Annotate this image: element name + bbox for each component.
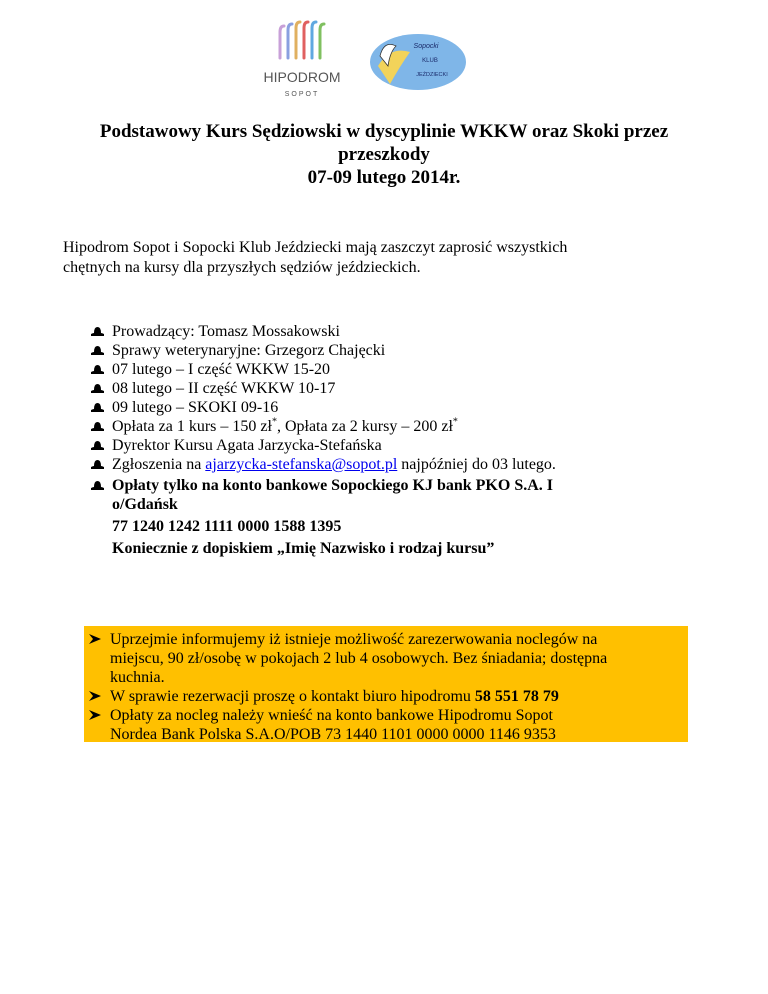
list-item — [90, 476, 730, 558]
hat-bullet-icon — [90, 459, 105, 470]
day2-text: 08 lutego – II część WKKW 10-17 — [112, 380, 336, 397]
office-phone-number: 58 551 78 79 — [474, 688, 559, 705]
klub-logo-line-2: KLUB — [422, 58, 438, 64]
notice-2-text: W sprawie rezerwacji proszę o kontakt biuro hipodromu — [110, 688, 475, 705]
course-details-list — [90, 322, 730, 558]
list-item — [84, 706, 688, 744]
fee-text-1: Opłata za 1 kurs – 150 zł — [112, 418, 272, 435]
arrow-bullet-icon — [88, 709, 102, 721]
accommodation-notice — [84, 626, 688, 742]
fee-text-2: , Opłata za 2 kursy – 200 zł — [276, 418, 453, 435]
klub-logo-graphic — [360, 26, 470, 96]
list-item — [90, 341, 730, 360]
notice-3-line-1: Opłaty za nocleg należy wnieść na konto bankowe Hipodromu Sopot — [110, 707, 553, 724]
arrow-bullet-icon — [88, 690, 102, 702]
list-item — [84, 630, 688, 687]
notice-3-line-2: Nordea Bank Polska S.A.O/POB 73 1440 1101 0000 0000 1146 9353 — [110, 726, 556, 743]
intro-line-1: Hipodrom Sopot i Sopocki Klub Jeździecki mają zaszczyt zaprosić wszystkich — [63, 239, 568, 256]
list-item — [84, 687, 688, 706]
hipodrom-sopot-logo — [246, 18, 358, 104]
list-item — [90, 322, 730, 341]
title-line-1: Podstawowy Kurs Sędziowski w dyscyplinie WKKW oraz Skoki przez — [99, 121, 669, 142]
intro-paragraph — [63, 238, 703, 278]
email-link[interactable]: ajarzycka-stefanska@sopot.pl — [205, 456, 398, 473]
notice-list — [84, 626, 688, 744]
klub-logo-line-1: Sopocki — [413, 43, 439, 50]
hipodrom-logo-name: HIPODROM — [263, 69, 341, 85]
hat-bullet-icon — [90, 383, 105, 394]
hipodrom-logo-graphic — [246, 18, 358, 104]
hat-bullet-icon — [90, 402, 105, 413]
apply-suffix: najpóźniej do 03 lutego. — [397, 456, 556, 473]
hipodrom-logo-city: SOPOT — [284, 91, 320, 98]
fee-footnote-mark-1: * — [271, 416, 277, 428]
notice-1-line-2: miejscu, 90 zł/osobę w pokojach 2 lub 4 osobowych. Bez śniadania; dostępna — [110, 650, 608, 667]
arrow-bullet-icon — [88, 633, 102, 645]
title-date: 07-09 lutego 2014r. — [307, 167, 461, 188]
intro-line-2: chętnych na kursy dla przyszłych sędziów jeździeckich. — [63, 259, 421, 276]
list-item — [90, 360, 730, 379]
payment-line-1: Opłaty tylko na konto bankowe Sopockiego KJ bank PKO S.A. I — [112, 477, 553, 494]
list-item — [90, 379, 730, 398]
klub-logo-line-3: JEŹDZIECKI — [416, 72, 448, 78]
payment-note: Koniecznie z dopiskiem „Imię Nazwisko i rodzaj kursu” — [112, 540, 495, 557]
notice-1-line-1: Uprzejmie informujemy iż istnieje możliwość zarezerwowania noclegów na — [110, 631, 598, 648]
hat-bullet-icon — [90, 480, 105, 491]
sopocki-klub-jezdziecki-logo — [360, 26, 470, 96]
title-line-2: przeszkody — [338, 144, 430, 165]
payment-line-2: o/Gdańsk — [112, 496, 178, 513]
hat-bullet-icon — [90, 364, 105, 375]
list-item — [90, 455, 730, 474]
hat-bullet-icon — [90, 421, 105, 432]
fee-footnote-mark-2: * — [452, 416, 458, 428]
payment-account-number: 77 1240 1242 1111 0000 1588 1395 — [112, 518, 342, 535]
hat-bullet-icon — [90, 345, 105, 356]
list-item — [90, 417, 730, 436]
notice-1-line-3: kuchnia. — [110, 669, 165, 686]
hat-bullet-icon — [90, 440, 105, 451]
day1-text: 07 lutego – I część WKKW 15-20 — [112, 361, 331, 378]
apply-prefix: Zgłoszenia na — [112, 456, 206, 473]
list-item — [90, 398, 730, 417]
leader-text: Prowadzący: Tomasz Mossakowski — [112, 323, 340, 340]
vet-text: Sprawy weterynaryjne: Grzegorz Chajęcki — [112, 342, 386, 359]
list-item — [90, 436, 730, 455]
day3-text: 09 lutego – SKOKI 09-16 — [112, 399, 279, 416]
document-title — [40, 120, 728, 189]
hat-bullet-icon — [90, 326, 105, 337]
director-text: Dyrektor Kursu Agata Jarzycka-Stefańska — [112, 437, 382, 454]
